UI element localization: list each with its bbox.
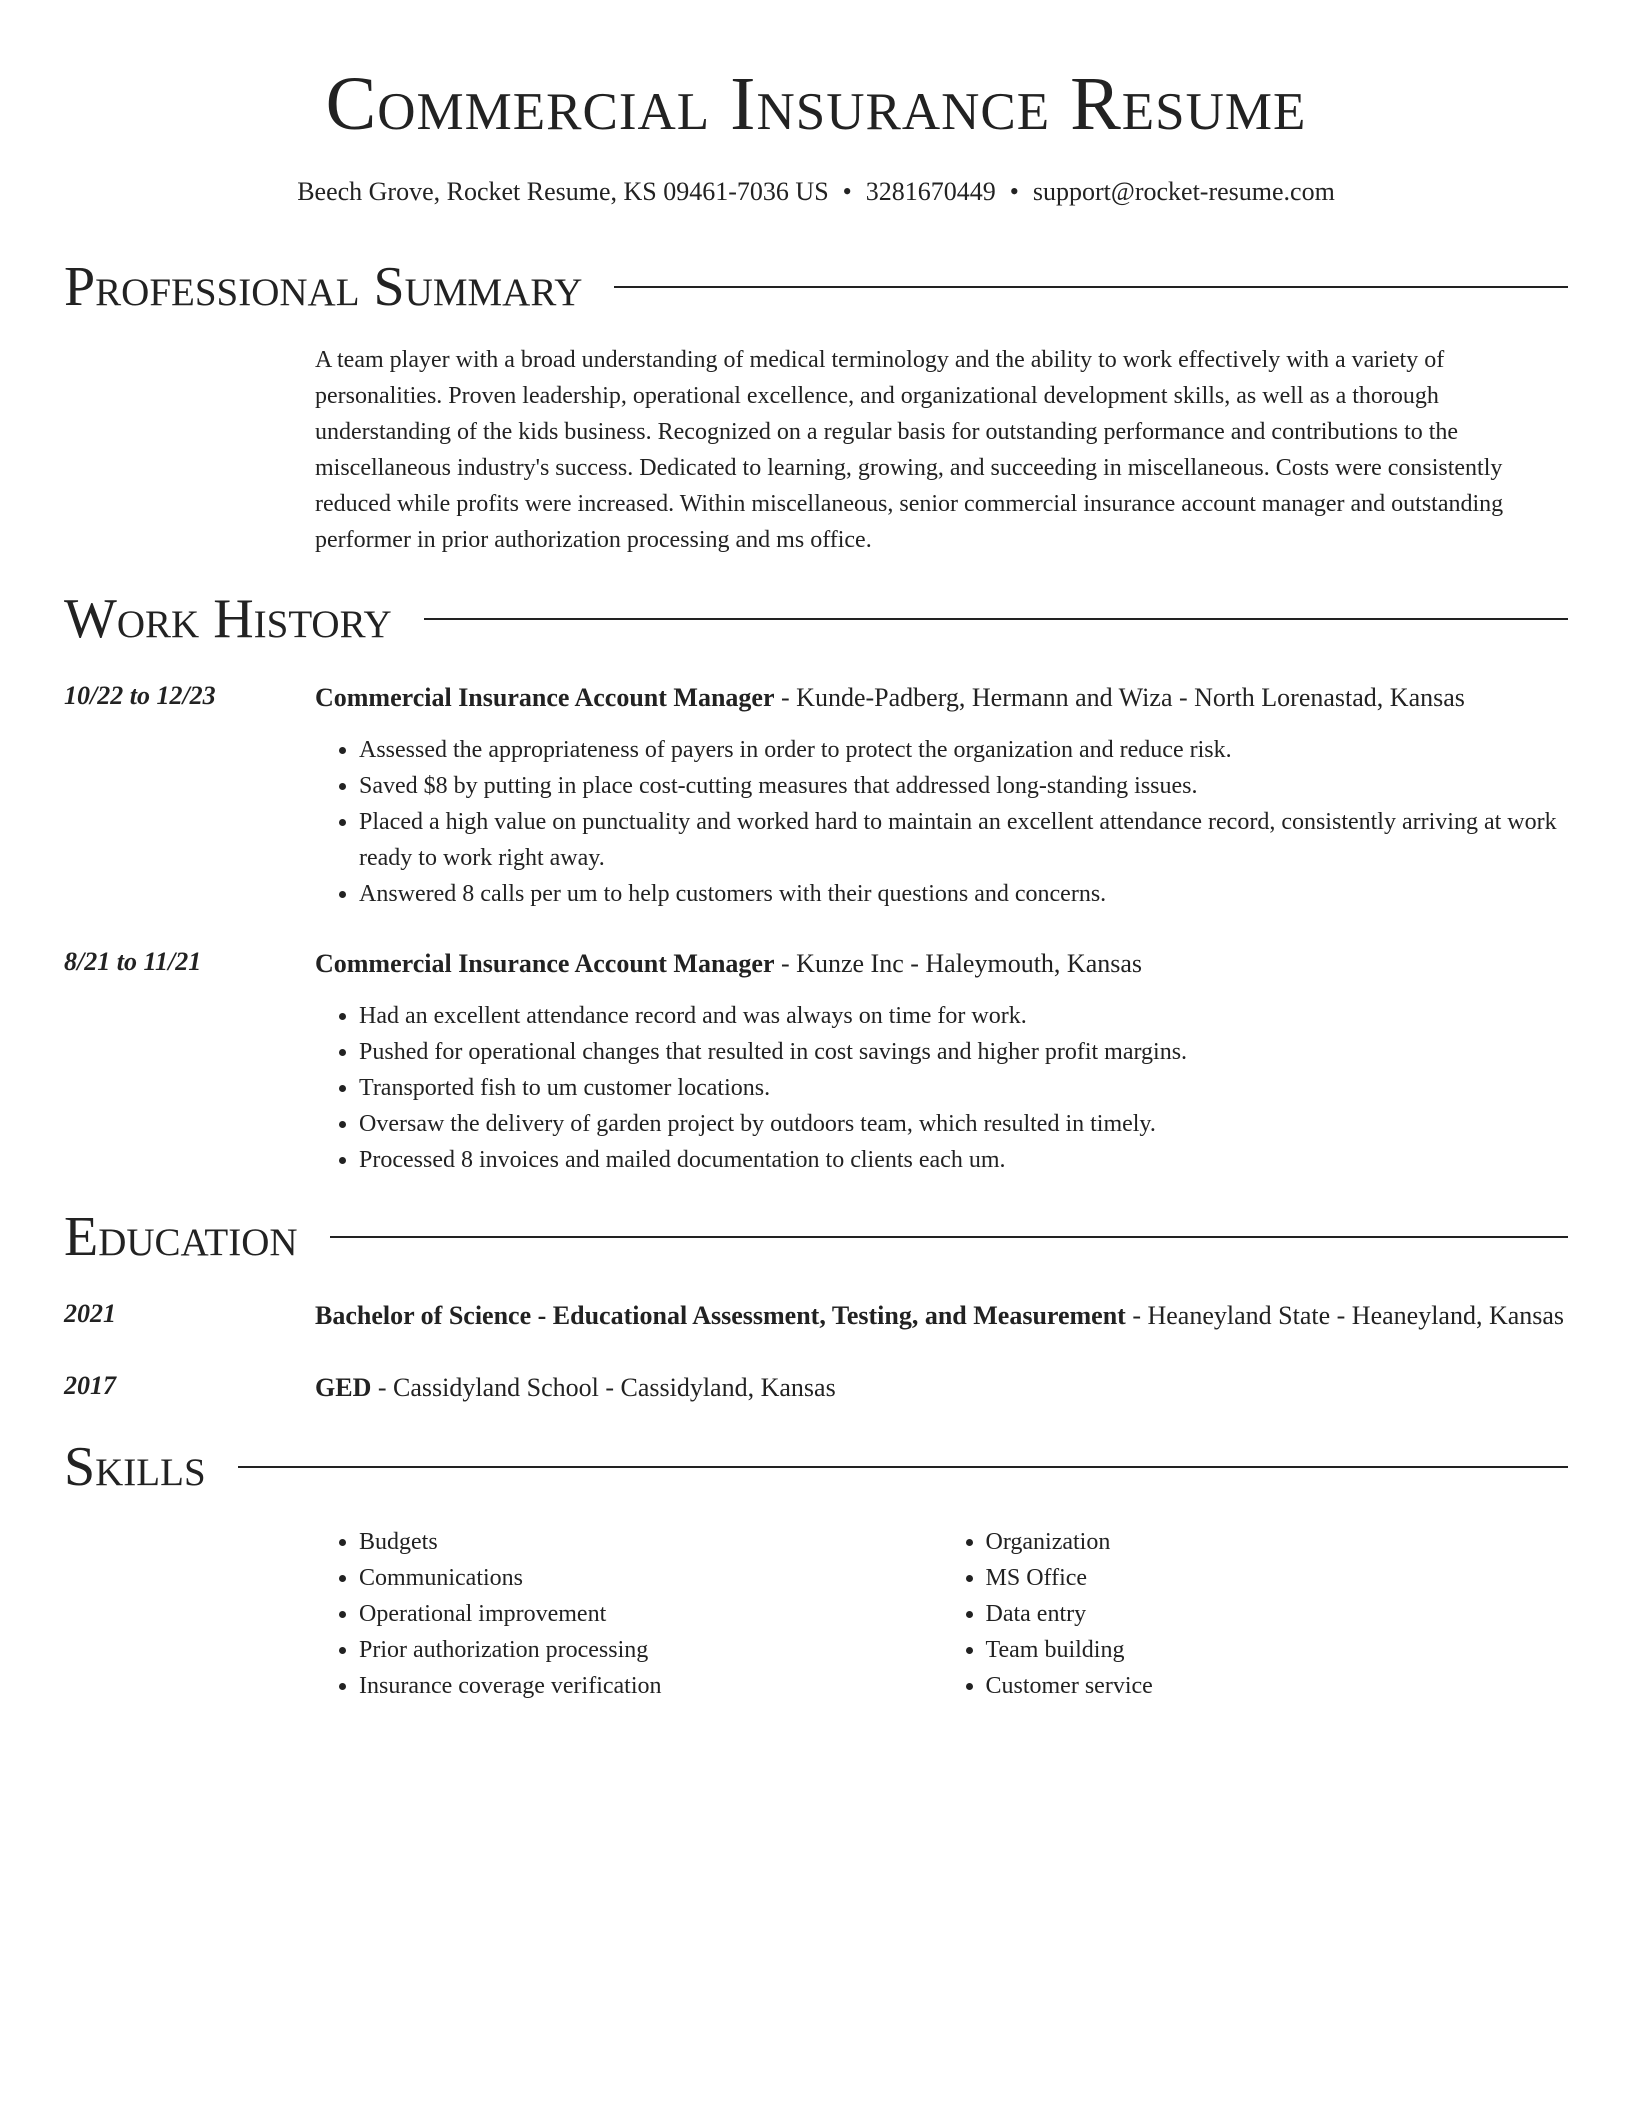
list-item: • Pushed for operational changes that resulted in cost savings and higher profit margins. <box>359 1034 1568 1070</box>
education-details: - Cassidyland School - Cassidyland, Kansas <box>371 1373 836 1402</box>
section-divider <box>614 286 1568 288</box>
work-entry <box>64 678 1568 912</box>
contact-address: Beech Grove, Rocket Resume, KS 09461-7036 US <box>297 177 829 206</box>
summary-title: Professional Summary <box>64 256 583 318</box>
work-bullets <box>315 732 1568 912</box>
list-item: • Organization <box>986 1524 1569 1560</box>
contact-separator: • <box>842 177 852 206</box>
skills-title: Skills <box>64 1436 206 1498</box>
skills-grid <box>315 1524 1568 1704</box>
skills-list-left <box>315 1524 942 1704</box>
work-entry <box>64 944 1568 1178</box>
skills-list-right <box>942 1524 1569 1704</box>
education-year: 2021 <box>64 1299 116 1328</box>
work-title: Work History <box>64 588 392 650</box>
section-divider <box>238 1466 1568 1468</box>
list-item: • Communications <box>359 1560 942 1596</box>
list-item: • Customer service <box>986 1668 1569 1704</box>
list-item: • Insurance coverage verification <box>359 1668 942 1704</box>
resume-name: Commercial Insurance Resume <box>325 62 1307 146</box>
list-item: • Data entry <box>986 1596 1569 1632</box>
contact-email: support@rocket-resume.com <box>1032 177 1335 206</box>
education-header <box>64 1204 1568 1270</box>
summary-section <box>64 254 1568 558</box>
list-item: • Answered 8 calls per um to help customers with their questions and concerns. <box>359 876 1568 912</box>
skills-row <box>64 1500 1568 1704</box>
work-details: - Kunde-Padberg, Hermann and Wiza - North Lorenastad, Kansas <box>774 683 1465 712</box>
summary-header <box>64 254 1568 320</box>
work-bullets <box>315 998 1568 1178</box>
list-item: • MS Office <box>986 1560 1569 1596</box>
education-content <box>315 1296 1568 1336</box>
list-item: • Placed a high value on punctuality and worked hard to maintain an excellent attendance record, consistently arriving at work ready to work right away. <box>359 804 1568 876</box>
work-section <box>64 586 1568 1178</box>
contact-line <box>64 174 1568 210</box>
list-item: • Prior authorization processing <box>359 1632 942 1668</box>
work-role: Commercial Insurance Account Manager <box>315 683 775 712</box>
list-item: • Oversaw the delivery of garden project by outdoors team, which resulted in timely. <box>359 1106 1568 1142</box>
education-entry <box>64 1296 1568 1336</box>
work-role: Commercial Insurance Account Manager <box>315 949 775 978</box>
list-item: • Saved $8 by putting in place cost-cutting measures that addressed long-standing issues. <box>359 768 1568 804</box>
list-item: • Processed 8 invoices and mailed documentation to clients each um. <box>359 1142 1568 1178</box>
section-divider <box>424 618 1568 620</box>
work-title-line <box>315 944 1568 984</box>
education-title: Education <box>64 1206 298 1268</box>
education-year: 2017 <box>64 1371 116 1400</box>
list-item: • Transported fish to um customer locations. <box>359 1070 1568 1106</box>
work-details: - Kunze Inc - Haleymouth, Kansas <box>774 949 1143 978</box>
work-dates: 10/22 to 12/23 <box>64 681 216 710</box>
education-section <box>64 1204 1568 1408</box>
skills-header <box>64 1434 1568 1500</box>
skills-spacer <box>64 1500 315 1704</box>
education-details: - Heaneyland State - Heaneyland, Kansas <box>1125 1301 1565 1330</box>
list-item: • Operational improvement <box>359 1596 942 1632</box>
list-item: • Assessed the appropriateness of payers in order to protect the organization and reduce risk. <box>359 732 1568 768</box>
section-divider <box>330 1236 1568 1238</box>
education-entry <box>64 1368 1568 1408</box>
work-dates: 8/21 to 11/21 <box>64 947 202 976</box>
skills-section <box>64 1434 1568 1704</box>
contact-separator: • <box>1009 177 1019 206</box>
education-degree: GED <box>315 1373 372 1402</box>
education-degree: Bachelor of Science - Educational Assessment, Testing, and Measurement <box>315 1301 1126 1330</box>
work-header <box>64 586 1568 652</box>
work-content <box>315 944 1568 1178</box>
education-content <box>315 1368 1568 1408</box>
list-item: • Team building <box>986 1632 1569 1668</box>
summary-text: A team player with a broad understanding of medical terminology and the ability to work effectively with a variety of personalities. Proven leadership, operational excellence, and organizational development skills, as well as a thorough understanding of the kids business. Recognized on a regular basis for outstanding performance and contributions to the miscellaneous industry's success. Dedicated to learning, growing, and succeeding in miscellaneous. Costs were consistently reduced while profits were increased. Within miscellaneous, senior commercial insurance account manager and outstanding performer in prior authorization processing and ms office. <box>315 347 1504 553</box>
contact-phone: 3281670449 <box>865 177 996 206</box>
work-content <box>315 678 1568 912</box>
list-item: • Had an excellent attendance record and was always on time for work. <box>359 998 1568 1034</box>
list-item: • Budgets <box>359 1524 942 1560</box>
summary-spacer <box>64 342 315 558</box>
summary-row <box>64 342 1568 558</box>
work-title-line <box>315 678 1568 718</box>
